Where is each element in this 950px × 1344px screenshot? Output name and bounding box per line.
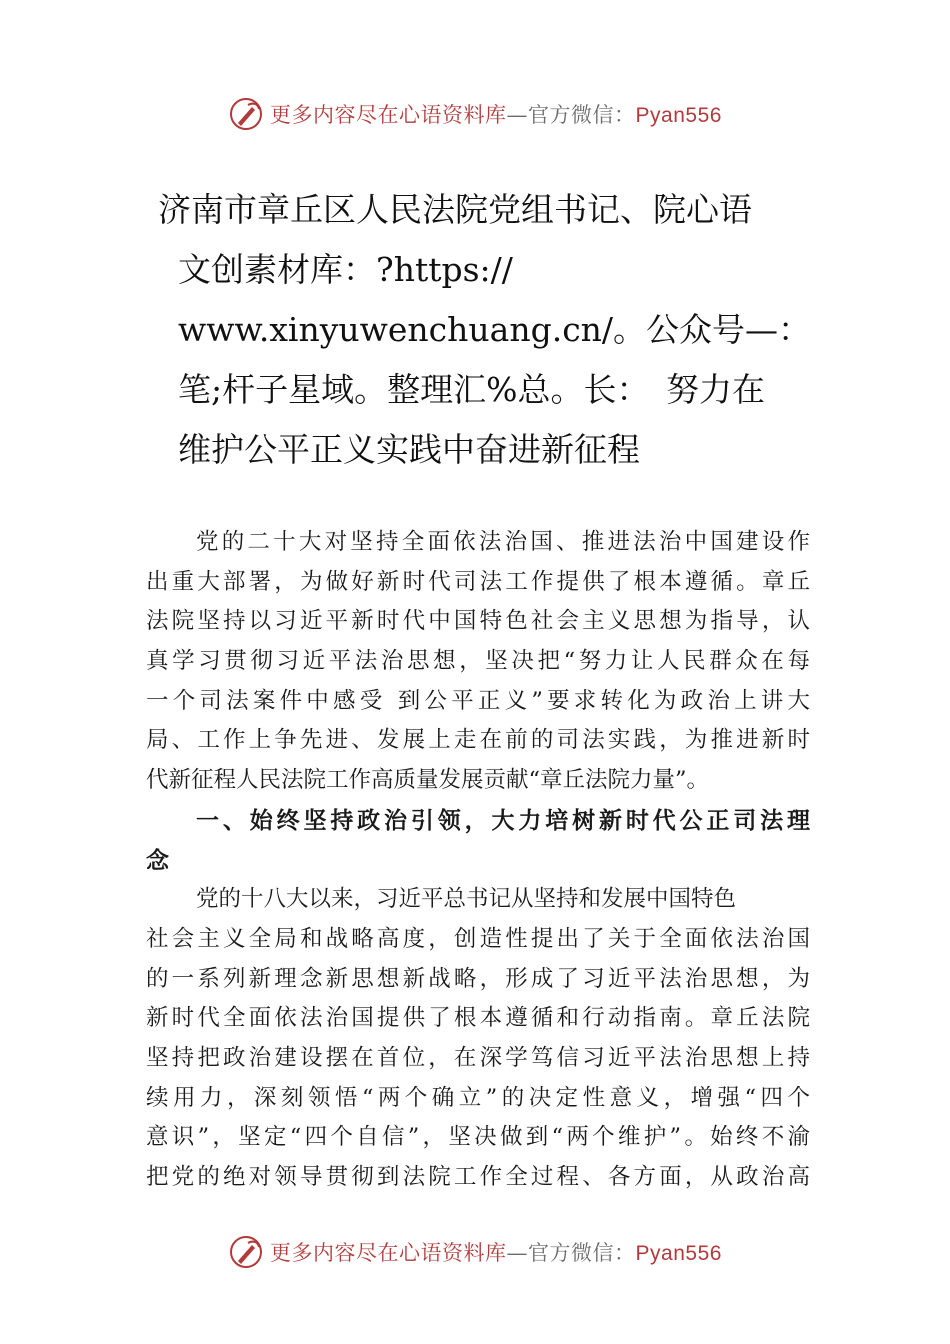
document-title (150, 180, 810, 480)
document-body (146, 523, 810, 1198)
title-line: www.xinyuwenchuang.cn/。公众号—： (178, 310, 812, 349)
pen-logo-icon (228, 1234, 264, 1270)
title-line: 维护公平正义实践中奋进新征程 (178, 430, 640, 469)
text-line: 出重大部署，为做好新时代司法工作提供了根本遵循。章丘 (146, 568, 810, 595)
text-line: 党的十八大以来，习近平总书记从坚持和发展中国特色 (196, 886, 737, 913)
text-line: 一个司法案件中感受 到公平正义”要求转化为政治上讲大 (146, 687, 810, 714)
watermark-text: 更多内容尽在心语资料库—官方微信：Pyan556 (270, 103, 722, 127)
text-line: 代新征程人民法院工作高质量发展贡献“章丘法院力量”。 (146, 767, 710, 794)
text-line: 法院坚持以习近平新时代中国特色社会主义思想为指导，认 (146, 608, 810, 635)
paragraph-section-1 (146, 880, 810, 1198)
watermark-footer (0, 1232, 950, 1272)
text-line: 社会主义全局和战略高度，创造性提出了关于全面依法治国 (146, 925, 810, 952)
text-line: 的一系列新理念新思想新战略，形成了习近平法治思想，为 (146, 965, 810, 992)
heading-line: 一、始终坚持政治引领，大力培树新时代公正司法理 (196, 806, 810, 833)
pen-logo-icon (228, 96, 264, 132)
paragraph-intro (146, 523, 810, 801)
title-line: 济南市章丘区人民法院党组书记、院心语 (158, 190, 752, 229)
text-line: 坚持把政治建设摆在首位，在深学笃信习近平法治思想上持 (146, 1044, 810, 1071)
text-line: 真学习贯彻习近平法治思想，坚决把“努力让人民群众在每 (146, 648, 810, 675)
text-line: 意识”，坚定“四个自信”，坚决做到“两个维护”。始终不渝 (146, 1124, 810, 1151)
text-line: 局、工作上争先进、发展上走在前的司法实践，为推进新时 (146, 727, 810, 754)
text-line: 续用力，深刻领悟“两个确立”的决定性意义，增强“四个 (146, 1084, 810, 1111)
title-line: 文创素材库：?https:// (178, 250, 513, 289)
section-heading (146, 801, 810, 880)
title-line: 笔;杆子星域。整理汇%总。长： 努力在 (178, 370, 765, 409)
watermark-text: 更多内容尽在心语资料库—官方微信：Pyan556 (270, 1241, 722, 1265)
heading-line: 念 (146, 846, 169, 873)
text-line: 党的二十大对坚持全面依法治国、推进法治中国建设作 (196, 529, 810, 555)
text-line: 新时代全面依法治国提供了根本遵循和行动指南。章丘法院 (146, 1005, 810, 1032)
text-line: 把党的绝对领导贯彻到法院工作全过程、各方面，从政治高 (146, 1164, 810, 1190)
watermark-header (0, 94, 950, 134)
